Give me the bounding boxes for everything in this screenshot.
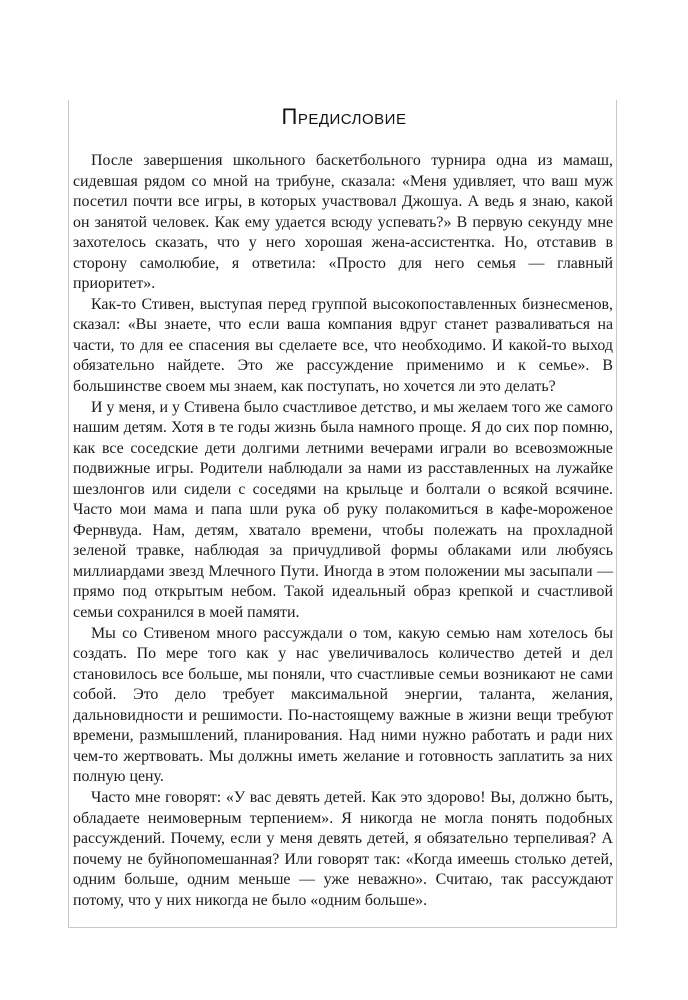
paragraph: И у меня, и у Стивена было счастливое детство, и мы желаем того же самого нашим детям. Хотя в те годы жизнь была намного проще. Я до сих пор помню, как все соседские дети долгими летними вечерами играли во всевозможные подвижные игры. Родители наблюдали за нами из расставленных на лужайке шезлонгов или сидели с соседями на крыльце и болтали о всякой всячине. Часто мои мама и папа шли рука об руку полакомиться в кафе-мороженое Фернвуда. Нам, детям, хватало времени, чтобы полежать на прохладной зеленой травке, наблюдая за причудливой формы облаками или любуясь миллиардами звезд Млечного Пути. Иногда в этом положении мы засыпали — прямо под открытым небом. Такой идеальный образ крепкой и счастливой семьи сохранился в моей памяти. <box>73 398 613 622</box>
chapter-title: Предисловие <box>281 104 407 129</box>
paragraph: Мы со Стивеном много рассуждали о том, какую семью нам хотелось бы создать. По мере того как у нас увеличивалось количество детей и дел становилось все больше, мы поняли, что счастливые семьи возникают не сами собой. Это дело требует максимальной энергии, таланта, желания, дальновидности и решимости. По-настоящему важные в жизни вещи требуют времени, размышлений, планирования. Над ними нужно работать и ради них чем-то жертвовать. Мы должны иметь желание и готовность заплатить за них полную цену. <box>73 624 613 786</box>
body-text <box>73 151 613 911</box>
paragraph: Часто мне говорят: «У вас девять детей. Как это здорово! Вы, должно быть, обладаете неимоверным терпением». Я никогда не могла понять подобных рассуждений. Почему, если у меня девять детей, я обязательно терпеливая? А почему не буйнопомешанная? Или говорят так: «Когда имеешь столько детей, одним больше, одним меньше — уже неважно». Считаю, так рассуждают потому, что у них никогда не было «одним больше». <box>73 788 613 909</box>
paragraph: Как-то Стивен, выступая перед группой высокопоставленных бизнесменов, сказал: «Вы знаете, что если ваша компания вдруг станет разваливаться на части, то для ее спасения вы сделаете все, что необходимо. И какой-то выход обязательно найдете. Это же рассуждение применимо и к семье». В большинстве своем мы знаем, как поступать, но хочется ли это делать? <box>73 295 613 396</box>
paragraph: После завершения школьного баскетбольного турнира одна из мамаш, сидевшая рядом со мной на трибуне, сказала: «Меня удивляет, что ваш муж посетил почти все игры, в которых участвовал Джошуа. А ведь я знаю, какой он занятой человек. Как ему удается всюду успевать?» В первую секунду мне захотелось сказать, что у него хорошая жена-ассистентка. Но, отставив в сторону самолюбие, я ответила: «Просто для него семья — главный приоритет». <box>73 152 613 293</box>
